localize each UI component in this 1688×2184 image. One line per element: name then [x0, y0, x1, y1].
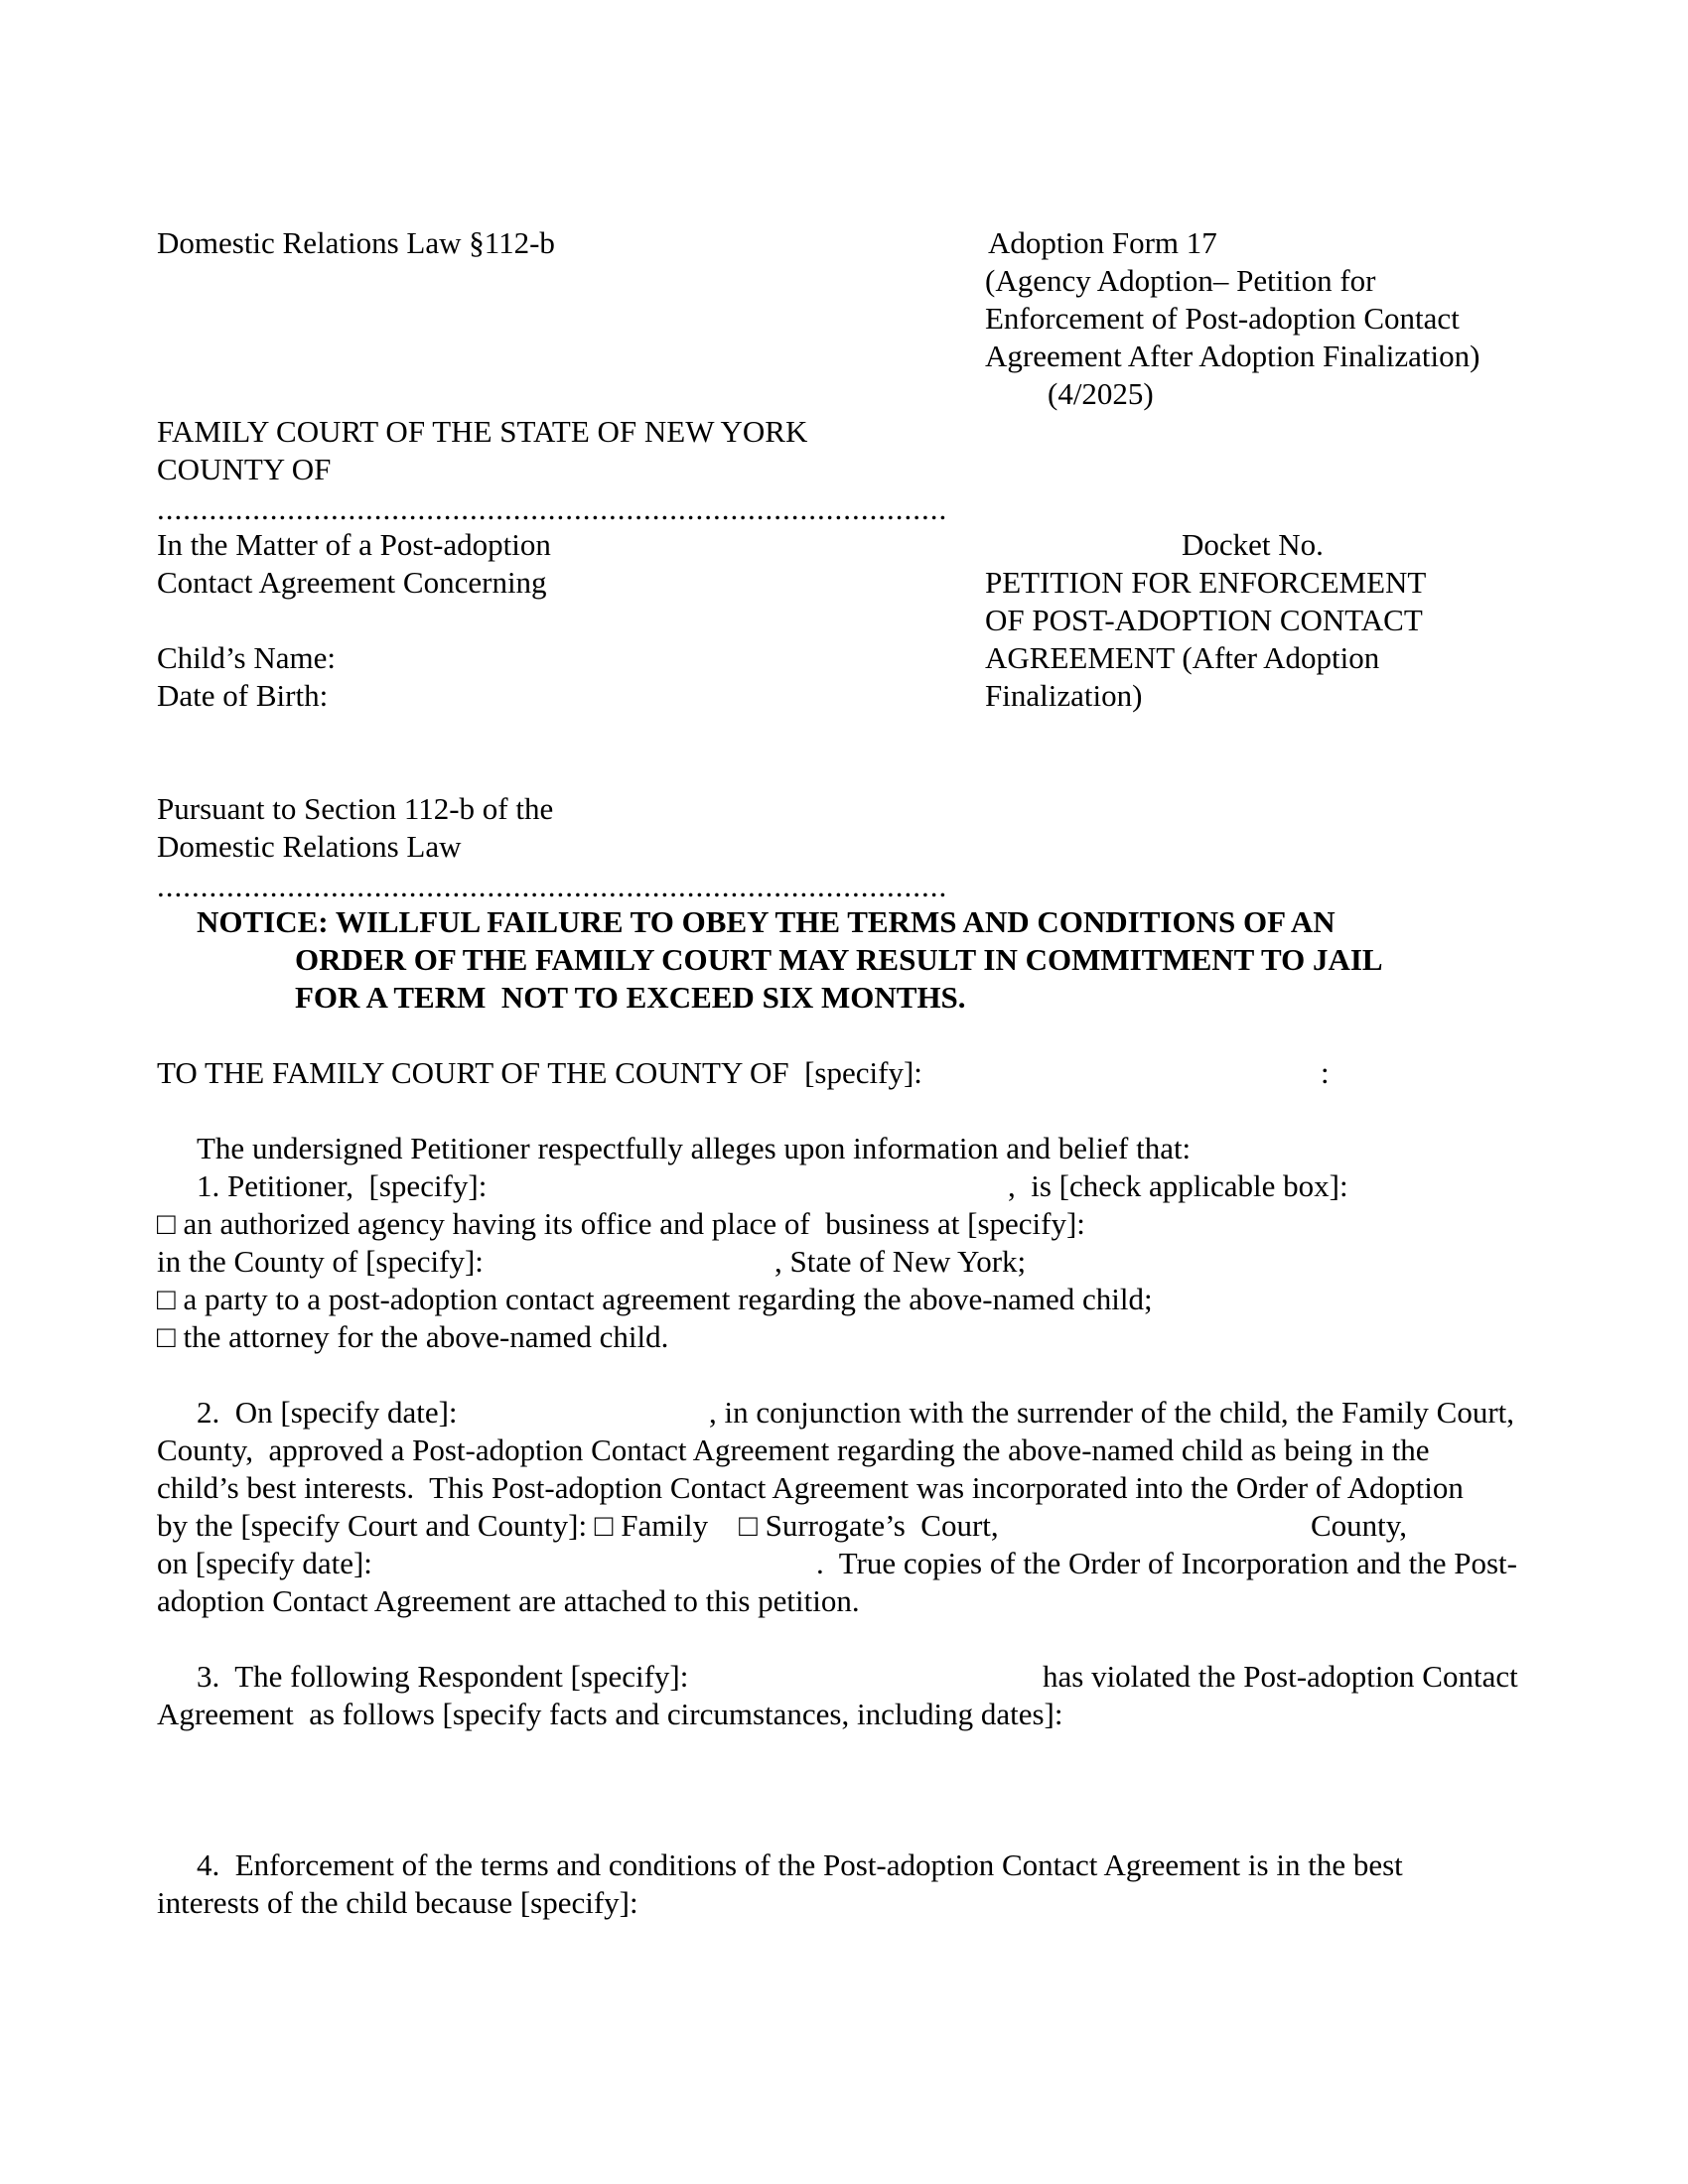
p2-line: child’s best interests. This Post-adoption Contact Agreement was incorporated into the Order of Adoption — [157, 1470, 1464, 1505]
date-of-birth-label: Date of Birth: — [157, 678, 329, 713]
matter-line: In the Matter of a Post-adoption — [157, 527, 551, 562]
p3-line: has violated the Post-adoption Contact — [1043, 1659, 1518, 1694]
pursuant-line: Pursuant to Section 112-b of the — [157, 791, 554, 826]
option-authorized-agency: □ an authorized agency having its office and place of business at [specify]: — [157, 1206, 1085, 1241]
notice-line: FOR A TERM NOT TO EXCEED SIX MONTHS. — [295, 980, 966, 1015]
p2-court-choice: by the [specify Court and County]: □ Family □ Surrogate’s Court, — [157, 1508, 999, 1543]
docket-number-label: Docket No. — [1182, 527, 1324, 562]
p2-line: County, approved a Post-adoption Contact Agreement regarding the above-named child as being in the — [157, 1433, 1430, 1467]
p3-line: Agreement as follows [specify facts and circumstances, including dates]: — [157, 1697, 1063, 1731]
child-name-label: Child’s Name: — [157, 640, 336, 675]
option-attorney: □ the attorney for the above-named child. — [157, 1319, 669, 1354]
p4-line: 4. Enforcement of the terms and conditions of the Post-adoption Contact Agreement is in the best — [197, 1847, 1403, 1882]
petitioner-label: 1. Petitioner, [specify]: — [197, 1168, 488, 1203]
court-county: COUNTY OF — [157, 452, 332, 486]
county-label: in the County of [specify]: — [157, 1244, 484, 1279]
p2-line: . True copies of the Order of Incorporation and the Post- — [816, 1546, 1517, 1580]
to-court-line: TO THE FAMILY COURT OF THE COUNTY OF [specify]: — [157, 1055, 922, 1090]
p2-date-label: 2. On [specify date]: — [197, 1395, 458, 1430]
p4-line: interests of the child because [specify]: — [157, 1885, 638, 1920]
form-title: Adoption Form 17 — [988, 225, 1217, 260]
pursuant-line: Domestic Relations Law — [157, 829, 462, 864]
caption-separator: ........................................................................................... — [157, 491, 948, 526]
statute-reference: Domestic Relations Law §112-b — [157, 225, 555, 260]
petition-title-line: OF POST-ADOPTION CONTACT — [985, 603, 1423, 637]
form-description-line: Enforcement of Post-adoption Contact — [985, 301, 1460, 336]
option-party: □ a party to a post-adoption contact agreement regarding the above-named child; — [157, 1282, 1153, 1316]
form-description-line: (Agency Adoption– Petition for — [985, 263, 1376, 298]
form-description-line: Agreement After Adoption Finalization) — [985, 339, 1480, 373]
to-court-colon: : — [1321, 1055, 1330, 1090]
p2-date-label: on [specify date]: — [157, 1546, 372, 1580]
p3-respondent-label: 3. The following Respondent [specify]: — [197, 1659, 689, 1694]
petition-title-line: AGREEMENT (After Adoption — [985, 640, 1380, 675]
form-revision-date: (4/2025) — [1048, 376, 1154, 411]
p2-county-label: County, — [1311, 1508, 1408, 1543]
caption-separator: ........................................................................................... — [157, 869, 948, 903]
matter-line: Contact Agreement Concerning — [157, 565, 547, 600]
petition-title-line: Finalization) — [985, 678, 1143, 713]
p2-line: , in conjunction with the surrender of the child, the Family Court, — [709, 1395, 1515, 1430]
petitioner-check-instruction: , is [check applicable box]: — [1008, 1168, 1348, 1203]
petition-title-line: PETITION FOR ENFORCEMENT — [985, 565, 1427, 600]
p2-line: adoption Contact Agreement are attached to this petition. — [157, 1583, 860, 1618]
intro-line: The undersigned Petitioner respectfully alleges upon information and belief that: — [197, 1131, 1192, 1165]
notice-line: ORDER OF THE FAMILY COURT MAY RESULT IN COMMITMENT TO JAIL — [295, 942, 1383, 977]
notice-line: NOTICE: WILLFUL FAILURE TO OBEY THE TERMS AND CONDITIONS OF AN — [197, 904, 1336, 939]
state-label: , State of New York; — [774, 1244, 1027, 1279]
court-name: FAMILY COURT OF THE STATE OF NEW YORK — [157, 414, 808, 449]
